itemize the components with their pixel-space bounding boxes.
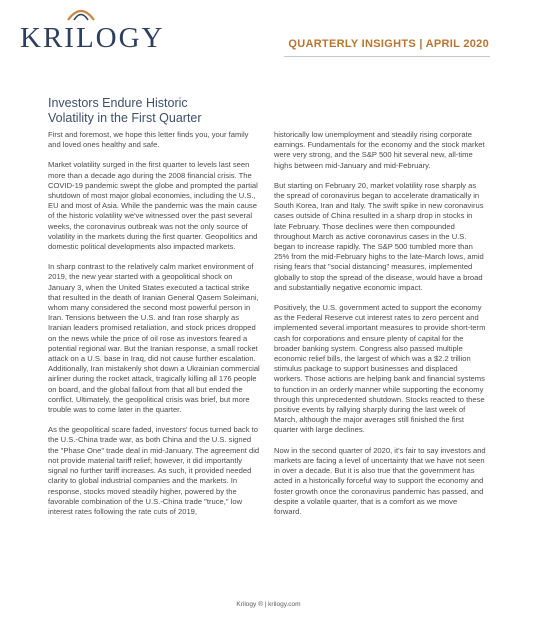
paragraph: Positively, the U.S. government acted to support the economy as the Federal Reserve cut interest rates to zero percent and implemented several important measures to provide short-term cash for corporations and ensure plenty of capital for the broader banking system. Congress also passed multiple economic relief bills, the largest of which was a $2.2 trillion stimulus package to support businesses and displaced workers. Those actions are helping bank and financial systems to function in an orderly manner while supporting the economy through this unprecedented shutdown. Stocks reacted to these positive events by rallying sharply during the last week of March, although the major averages still finished the first quarter with large declines. — [274, 303, 486, 435]
paragraph: historically low unemployment and steadily rising corporate earnings. Fundamentals for the economy and the stock market were very strong, and the S&P 500 hit several new, all-time highs between mid-January and mid-February. — [274, 130, 485, 170]
company-logo: KRILOGY — [20, 22, 165, 54]
right-column — [274, 130, 486, 527]
article-title-line-2: Volatility in the First Quarter — [48, 111, 202, 125]
page-header — [0, 0, 537, 72]
paragraph: In sharp contrast to the relatively calm market environment of 2019, the new year started with a geopolitical shock on January 3, when the United States executed a tactical strike that resulted in the death of Iranian General Qasem Soleimani, whom many considered the second most powerful person in Iran. Tensions between the U.S. and Iran rose sharply as Iranian leaders promised retaliation, and stock prices dropped on the news while the price of oil rose as investors feared a potential regional war. But the Iranian response, a small rocket attack on a U.S. base in Iraq, did not cause further escalation. Additionally, Iran mistakenly shot down a Ukrainian commercial airliner during the rocket attack, tragically killing all 176 people on board, and the global fallout from that all but ended the conflict. Ultimately, the geopolitical crisis was brief, but more trouble was to come later in the quarter. — [48, 262, 260, 415]
article-title — [48, 96, 202, 126]
paragraph: But starting on February 20, market volatility rose sharply as the spread of coronavirus began to accelerate dramatically in South Korea, Iran and Italy. The swift spike in new coronavirus cases outside of China resulted in a sharp drop in stocks in late February. Those declines were then compounded throughout March as active coronavirus cases in the U.S. began to increase rapidly. The S&P 500 tumbled more than 25% from the mid-February highs to the late-March lows, amid rising fears that "social distancing" measures, implemented globally to stop the spread of the disease, would have a broad and substantially negative economic impact. — [274, 180, 484, 292]
logo-mark-icon — [66, 4, 96, 22]
header-divider — [284, 56, 490, 57]
page-footer: Krilogy ® | krilogy.com — [236, 601, 301, 608]
paragraph: As the geopolitical scare faded, investors' focus turned back to the U.S.-China trade war, as both China and the U.S. signed the "Phase One" trade deal in mid-January. The agreement did not provide material tariff relief; however, it did importantly signal no further tariff increases. As such, it provided needed clarity to global industrial companies and the markets. In response, stocks moved steadily higher, powered by the favorable combination of the U.S.-China trade "truce," low interest rates following the rate cuts of 2019, — [48, 425, 260, 516]
left-column — [48, 130, 260, 527]
paragraph: First and foremost, we hope this letter finds you, your family and loved ones healthy and safe. — [48, 130, 249, 150]
paragraph: Now in the second quarter of 2020, it's fair to say investors and markets are facing a level of uncertainty that we have not seen in over a decade. But it is also true that the government has acted in a historically forceful way to support the economy and foster growth once the coronavirus pandemic has passed, and despite a volatile quarter, that is a comfort as we move forward. — [274, 445, 486, 516]
paragraph: Market volatility surged in the first quarter to levels last seen more than a decade ago during the 2008 financial crisis. The COVID-19 pandemic swept the globe and prompted the partial shutdown of most major global economies, including the U.S., EU and most of Asia. While the pandemic was the main cause of the historic volatility we've witnessed over the past several weeks, the coronavirus outbreak was not the only source of volatility in the markets during the first quarter. Geopolitics and domestic political developments also impacted markets. — [48, 160, 258, 252]
article-title-line-1: Investors Endure Historic — [48, 96, 188, 110]
header-title: QUARTERLY INSIGHTS | APRIL 2020 — [288, 38, 489, 50]
